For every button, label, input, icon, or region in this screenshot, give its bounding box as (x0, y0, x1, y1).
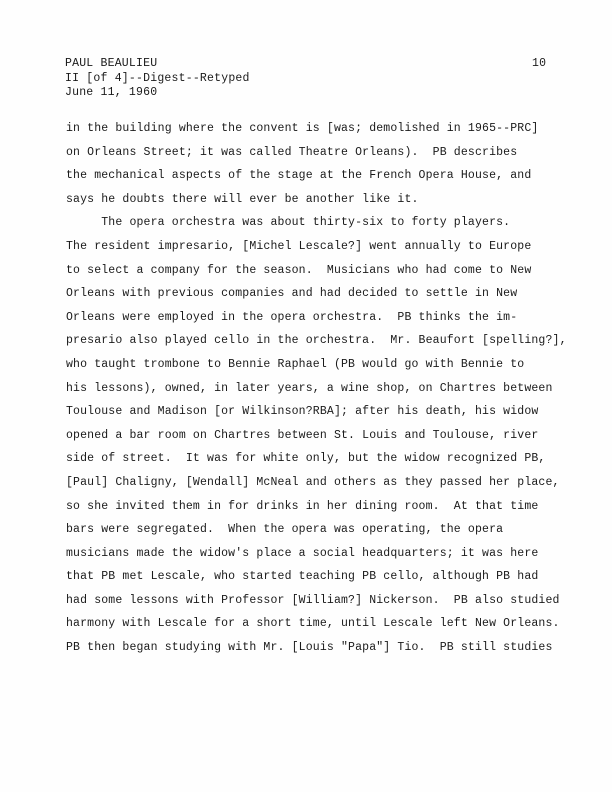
header-date: June 11, 1960 (65, 86, 158, 99)
header-series: II [of 4]--Digest--Retyped (65, 71, 250, 85)
body-line: in the building where the convent is [was; demolished in 1965--PRC] (66, 122, 539, 135)
body-line: [Paul] Chaligny, [Wendall] McNeal and others as they passed her place, (66, 475, 560, 489)
document-body (66, 117, 586, 660)
body-line: the mechanical aspects of the stage at the French Opera House, and (66, 169, 532, 183)
body-line: to select a company for the season. Musicians who had come to New (66, 263, 532, 277)
body-line: The opera orchestra was about thirty-six to forty players. (66, 216, 511, 230)
body-line: musicians made the widow's place a social headquarters; it was here (66, 546, 539, 560)
body-line: so she invited them in for drinks in her dining room. At that time (66, 499, 539, 513)
body-line: Orleans were employed in the opera orchestra. PB thinks the im- (66, 310, 518, 324)
body-line: Toulouse and Madison [or Wilkinson?RBA]; after his death, his widow (66, 405, 539, 419)
body-line: harmony with Lescale for a short time, until Lescale left New Orleans. (66, 617, 560, 631)
header-name: PAUL BEAULIEU (65, 57, 158, 70)
body-line: side of street. It was for white only, but the widow recognized PB, (66, 452, 546, 466)
body-line: PB then began studying with Mr. [Louis "Papa"] Tio. PB still studies (66, 641, 553, 655)
body-line: his lessons), owned, in later years, a wine shop, on Chartres between (66, 381, 553, 395)
body-line: on Orleans Street; it was called Theatre Orleans). PB describes (66, 145, 518, 159)
body-line: who taught trombone to Bennie Raphael (PB would go with Bennie to (66, 357, 525, 371)
body-line: that PB met Lescale, who started teaching PB cello, although PB had (66, 570, 539, 584)
body-line: The resident impresario, [Michel Lescale?] went annually to Europe (66, 239, 532, 253)
body-line: presario also played cello in the orchestra. Mr. Beaufort [spelling?], (66, 334, 567, 348)
body-line: Orleans with previous companies and had decided to settle in New (66, 287, 518, 301)
document-header (65, 57, 250, 101)
body-line: had some lessons with Professor [William?] Nickerson. PB also studied (66, 593, 560, 607)
page-number: 10 (532, 57, 547, 70)
body-line: says he doubts there will ever be another like it. (66, 192, 419, 206)
body-line: bars were segregated. When the opera was operating, the opera (66, 523, 504, 537)
body-line: opened a bar room on Chartres between St. Louis and Toulouse, river (66, 428, 539, 442)
